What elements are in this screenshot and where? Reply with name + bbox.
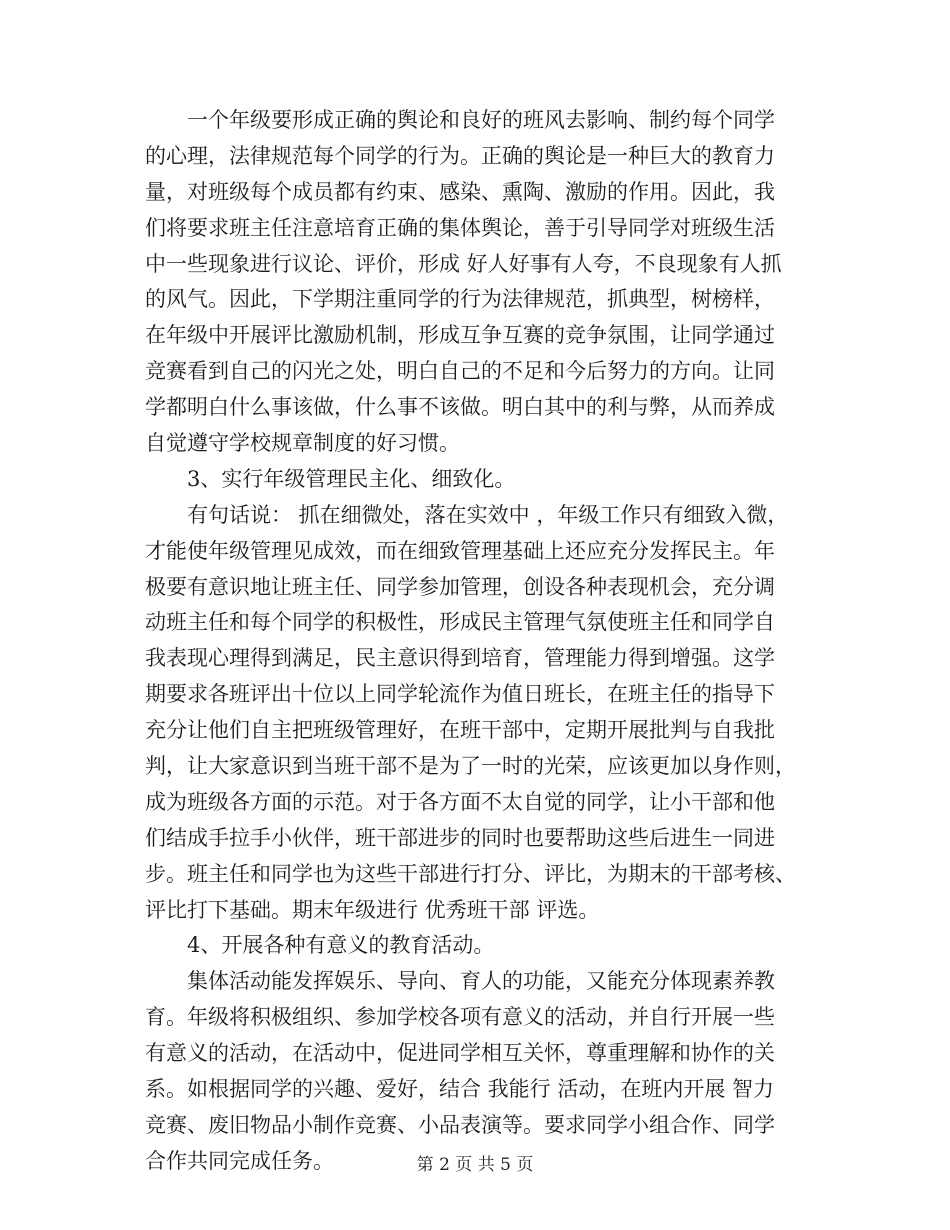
text-line: 3、实行年级管理民主化、细致化。 [187, 466, 516, 491]
text-line: 我表现心理得到满足，民主意识得到培育，管理能力得到增强。这学 [145, 646, 775, 671]
text-line: 竞赛看到自己的闪光之处，明白自己的不足和今后努力的方向。让同 [145, 359, 775, 384]
document-body [145, 103, 813, 1180]
text-line: 系。如根据同学的兴趣、爱好，结合 我能行 活动，在班内开展 智力 [145, 1077, 775, 1102]
text-line: 们结成手拉手小伙伴，班干部进步的同时也要帮助这些后进生一同进 [145, 825, 775, 850]
text-line: 量，对班级每个成员都有约束、感染、熏陶、激励的作用。因此，我 [145, 179, 775, 204]
text-line: 4、开展各种有意义的教育活动。 [187, 933, 495, 958]
text-line: 期要求各班评出十位以上同学轮流作为值日班长，在班主任的指导下 [145, 682, 775, 707]
text-line: 步。班主任和同学也为这些干部进行打分、评比，为期末的干部考核、 [145, 861, 796, 886]
text-line: 的心理，法律规范每个同学的行为。正确的舆论是一种巨大的教育力 [145, 143, 775, 168]
text-line: 才能使年级管理见成效，而在细致管理基础上还应充分发挥民主。年 [145, 538, 775, 563]
text-line: 有意义的活动，在活动中，促进同学相互关怀，尊重理解和协作的关 [145, 1041, 775, 1066]
text-line: 育。年级将积极组织、参加学校各项有意义的活动，并自行开展一些 [145, 1005, 775, 1030]
text-line: 学都明白什么事该做，什么事不该做。明白其中的利与弊，从而养成 [145, 395, 775, 420]
text-line: 合作共同完成任务。 [145, 1148, 334, 1173]
text-line: 一个年级要形成正确的舆论和良好的班风去影响、制约每个同学 [187, 108, 775, 132]
text-line: 判，让大家意识到当班干部不是为了一时的光荣，应该更加以身作则， [145, 754, 796, 779]
text-line: 们将要求班主任注意培育正确的集体舆论，善于引导同学对班级生活 [145, 215, 775, 240]
text-line: 自觉遵守学校规章制度的好习惯。 [145, 431, 460, 456]
text-line: 充分让他们自主把班级管理好，在班干部中，定期开展批判与自我批 [145, 718, 775, 743]
text-line: 有句话说： 抓在细微处，落在实效中 ，年级工作只有细致入微， [187, 502, 789, 527]
text-line: 在年级中开展评比激励机制，形成互争互赛的竞争氛围，让同学通过 [145, 323, 775, 348]
text-line: 评比打下基础。期末年级进行 优秀班干部 评选。 [145, 897, 600, 922]
text-line: 极要有意识地让班主任、同学参加管理，创设各种表现机会，充分调 [145, 574, 775, 599]
text-line: 中一些现象进行议论、评价，形成 好人好事有人夸，不良现象有人抓 [145, 251, 782, 276]
text-line: 竞赛、废旧物品小制作竞赛、小品表演等。要求同学小组合作、同学 [145, 1112, 775, 1137]
text-line: 成为班级各方面的示范。对于各方面不太自觉的同学，让小干部和他 [145, 789, 775, 814]
text-line: 的风气。因此，下学期注重同学的行为法律规范，抓典型，树榜样， [145, 287, 775, 312]
text-line: 动班主任和每个同学的积极性，形成民主管理气氛使班主任和同学自 [145, 610, 775, 635]
text-line: 集体活动能发挥娱乐、导向、育人的功能，又能充分体现素养教 [187, 969, 775, 994]
page-number-footer: 第 2 页 共 5 页 [416, 1155, 534, 1175]
